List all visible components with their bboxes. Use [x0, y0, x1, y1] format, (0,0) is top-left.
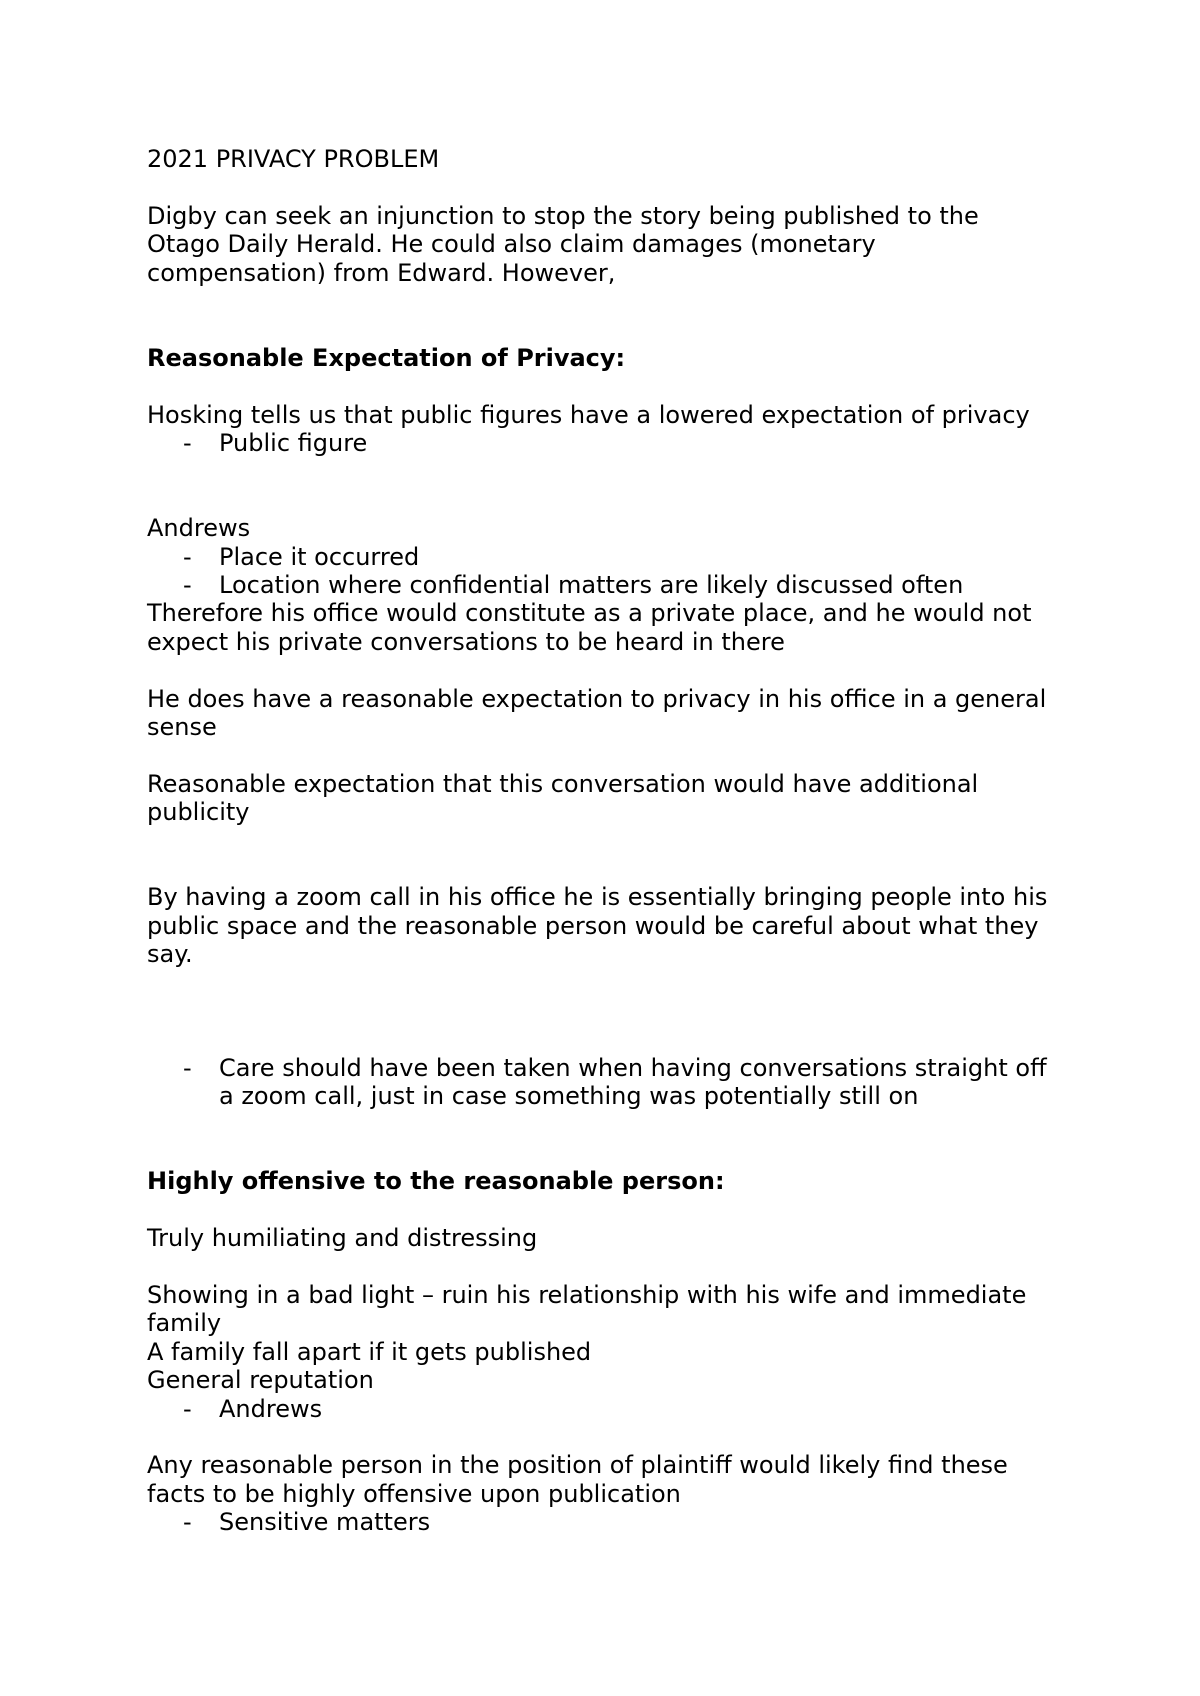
list-item	[147, 429, 1087, 457]
bad-light-line: family	[147, 1309, 222, 1338]
bullet-dash: -	[183, 542, 192, 571]
list-item-continuation	[147, 1082, 1087, 1110]
bullet-dash: -	[183, 1508, 192, 1537]
document-title: 2021 PRIVACY PROBLEM	[147, 145, 440, 173]
list-item	[147, 1054, 1087, 1082]
list-item-text: Public figure	[219, 429, 368, 458]
therefore-line: expect his private conversations to be heard in there	[147, 627, 785, 656]
therefore-line: Therefore his office would constitute as a private place, and he would not	[147, 599, 1032, 628]
any-reasonable-line: Any reasonable person in the position of plaintiff would likely find these	[147, 1451, 1008, 1480]
bullet-dash: -	[183, 571, 192, 600]
list-item	[147, 543, 1087, 571]
bullet-dash: -	[183, 1053, 192, 1082]
list-item-text: Sensitive matters	[219, 1508, 431, 1537]
zoom-call-line: By having a zoom call in his office he is essentially bringing people into his	[147, 883, 1048, 912]
general-sense-line: sense	[147, 713, 217, 742]
list-item	[147, 1508, 1087, 1536]
document-page	[147, 145, 1087, 1537]
section-heading-highly-offensive: Highly offensive to the reasonable person:	[147, 1167, 725, 1196]
additional-publicity-line: publicity	[147, 798, 250, 827]
additional-publicity-line: Reasonable expectation that this conversation would have additional	[147, 769, 979, 798]
list-item-text: Care should have been taken when having conversations straight off	[219, 1053, 1047, 1082]
bad-light-line: Showing in a bad light – ruin his relationship with his wife and immediate	[147, 1281, 1027, 1310]
hosking-paragraph: Hosking tells us that public figures have a lowered expectation of privacy	[147, 400, 1030, 429]
zoom-call-line: public space and the reasonable person would be careful about what they	[147, 911, 1039, 940]
intro-line: Digby can seek an injunction to stop the story being published to the	[147, 201, 979, 230]
bullet-dash: -	[183, 1394, 192, 1423]
humiliating-line: Truly humiliating and distressing	[147, 1224, 538, 1253]
general-sense-line: He does have a reasonable expectation to privacy in his office in a general	[147, 684, 1047, 713]
list-item-text: Location where confidential matters are likely discussed often	[219, 571, 964, 600]
list-item	[147, 1395, 1087, 1423]
list-item	[147, 571, 1087, 599]
intro-line: compensation) from Edward. However,	[147, 258, 616, 287]
intro-paragraph	[147, 202, 1087, 287]
intro-line: Otago Daily Herald. He could also claim damages (monetary	[147, 230, 876, 259]
zoom-call-line: say.	[147, 940, 193, 969]
list-item-text: Andrews	[219, 1394, 323, 1423]
section-heading-reasonable-expectation: Reasonable Expectation of Privacy:	[147, 343, 626, 372]
any-reasonable-line: facts to be highly offensive upon publication	[147, 1479, 681, 1508]
andrews-label: Andrews	[147, 514, 251, 543]
list-item-text: Place it occurred	[219, 542, 420, 571]
family-fall-apart-line: A family fall apart if it gets published	[147, 1337, 592, 1366]
bullet-dash: -	[183, 429, 192, 458]
general-reputation-line: General reputation	[147, 1366, 374, 1395]
list-item-text: a zoom call, just in case something was potentially still on	[219, 1082, 919, 1111]
